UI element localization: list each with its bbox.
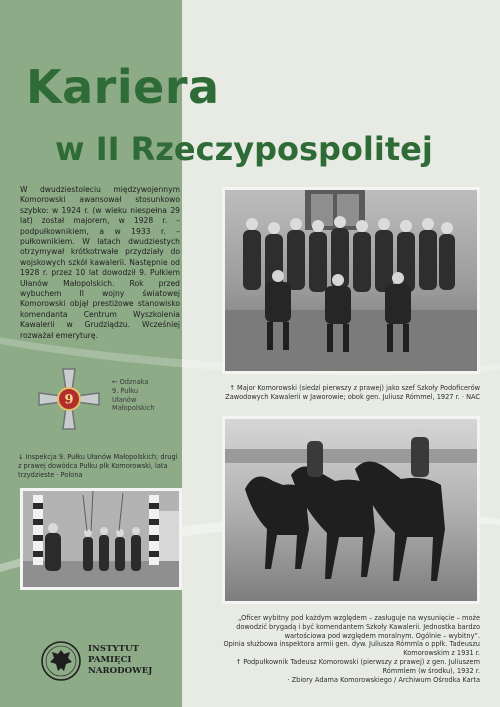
quote-line: Opinia służbowa inspektora armii gen. dyw. Juliusza Rómmla o ppłk. Tadeuszu	[223, 640, 480, 649]
cavalry-image	[225, 419, 477, 601]
page-title-line2: w II Rzeczypospolitej	[55, 130, 433, 168]
quote-line: ↑ Podpułkownik Tadeusz Komorowski (pierwszy z prawej) z gen. Juliuszem	[235, 657, 480, 666]
badge-caption	[112, 378, 155, 413]
page-title-line1: Kariera	[26, 60, 220, 114]
badge-caption-line: ← Odznaka	[112, 378, 149, 386]
quote-line: Komorowskim z 1931 r.	[403, 649, 480, 658]
cavalry-photo	[222, 416, 480, 604]
quote-line: dowodzić brygadą i być komendantem Szkoły Kawalerii. Jednostka bardzo	[236, 622, 480, 631]
intro-paragraph: W dwudziestoleciu międzywojennym Komorowski awansował stosunkowo szybko: w 1924 r. (w wieku niespełna 29 lat) został majorem, w 1928 r. – podpułkownikiem, a w 1933 r. – pułkownikiem. W latach dwudziestych otrzymywał krótkotrwałe przydziały do wojskowych szkół kawalerii. Następnie od 1928 r. przez 10 lat dowodził 9. Pułkiem Ułanów Małopolskich. Rok przed wybuchem II wojny światowej Komorowski objął prestiżowe stanowisko komendanta Centrum Wyszkolenia Kawalerii w Grudziądzu. Wcześniej rozważał emeryturę.	[20, 185, 180, 340]
quote-line: · Zbiory Adama Komorowskiego / Archiwum Ośrodka Karta	[287, 675, 480, 684]
ipn-logo-text	[88, 644, 152, 677]
inspection-image	[23, 491, 179, 587]
ipn-logo-line: PAMIĘCI	[88, 655, 132, 665]
quote-and-caption	[222, 614, 480, 684]
inspection-photo	[20, 488, 182, 590]
badge-caption-line: Ułanów	[112, 395, 137, 404]
group-portrait-image	[225, 190, 477, 371]
badge-caption-line: 9. Pułku	[112, 386, 139, 395]
ipn-logo-line: INSTYTUT	[88, 644, 139, 654]
quote-line: Rómmlem (w środku), 1932 r.	[382, 666, 480, 675]
ipn-eagle-emblem-icon	[40, 640, 82, 682]
ipn-logo-line: NARODOWEJ	[88, 666, 153, 676]
badge-number: 9	[64, 392, 74, 408]
quote-line: wartościowa pod względem moralnym. Ogólnie – wybitny”.	[284, 631, 480, 640]
regiment-badge-icon	[36, 366, 102, 432]
badge-caption-line: Małopolskich	[112, 404, 155, 413]
inspection-caption: ↓ Inspekcja 9. Pułku Ułanów Małopolskich; drugi z prawej dowódca Pułku płk Komorowski, lata trzydzieste · Polona	[18, 453, 178, 479]
group-portrait-photo	[222, 187, 480, 374]
quote-line: „Oficer wybitny pod każdym względem – zasługuje na wysunięcie – może	[238, 614, 480, 622]
group-portrait-caption: ↑ Major Komorowski (siedzi pierwszy z prawej) jako szef Szkoły Podoficerów Zawodowych Kawalerii w Jaworowie; obok gen. Juliusz Rómmel, 1927 r. · NAC	[225, 384, 480, 401]
